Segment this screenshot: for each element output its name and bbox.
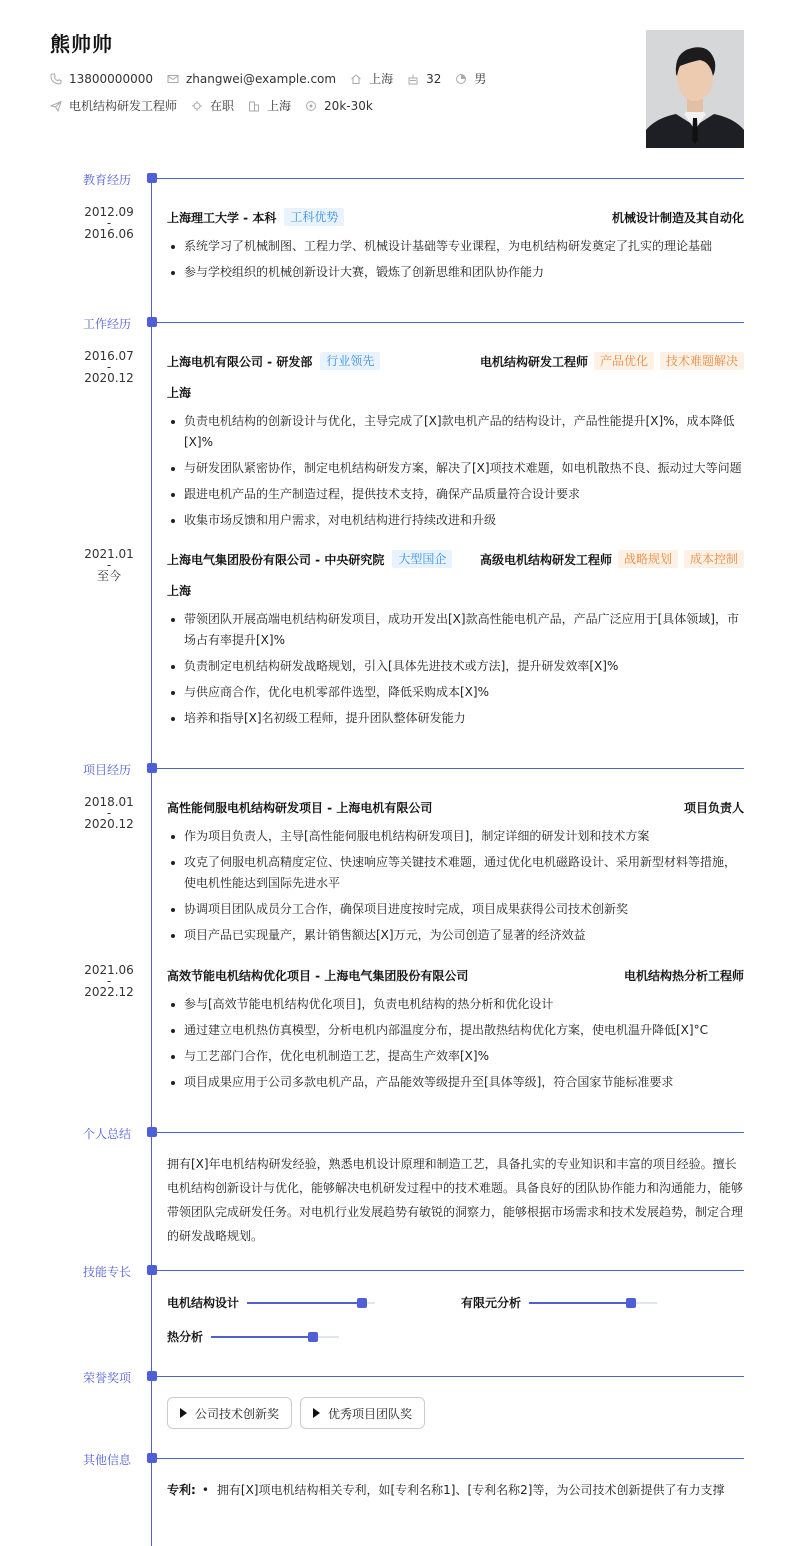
target-city-text: 上海 <box>267 99 292 113</box>
status-item <box>191 97 234 114</box>
list-item: 与工艺部门合作，优化电机制造工艺，提高生产效率[X]% <box>167 1046 744 1067</box>
phone-item <box>50 72 153 86</box>
award-chip[interactable] <box>167 1397 292 1429</box>
school-tag: 工科优势 <box>284 208 344 226</box>
company-tag: 大型国企 <box>392 550 452 568</box>
email-item <box>167 72 336 86</box>
age-item <box>407 72 441 86</box>
project-bullets <box>167 994 744 1098</box>
work-head <box>167 352 744 370</box>
resume-name: 熊帅帅 <box>50 32 113 56</box>
work-date: 2021.01 - 至今 <box>84 547 134 583</box>
project-role: 项目负责人 <box>683 800 744 815</box>
project-head <box>167 798 744 816</box>
other-bullet: • <box>201 1483 209 1497</box>
skill-name: 电机结构设计 <box>167 1296 240 1310</box>
company-name: 上海电机有限公司 - 研发部 <box>167 354 313 369</box>
timeline-line <box>151 178 152 1546</box>
list-item: 项目成果应用于公司多款电机产品，产品能效等级提升至[具体等级]，符合国家节能标准要求 <box>167 1072 744 1093</box>
section-divider <box>157 178 744 179</box>
section-marker <box>147 1265 157 1275</box>
skill-name: 有限元分析 <box>461 1296 522 1310</box>
list-item: 作为项目负责人，主导[高性能伺服电机结构研发项目]，制定详细的研发计划和技术方案 <box>167 826 744 847</box>
job-row <box>50 97 387 114</box>
skill-name: 热分析 <box>167 1330 204 1344</box>
work-location: 上海 <box>167 584 192 598</box>
section-title-awards: 荣誉奖项 <box>83 1371 132 1385</box>
skill-tag: 技术难题解决 <box>660 352 744 370</box>
play-icon <box>313 1408 320 1418</box>
section-title-other: 其他信息 <box>83 1453 132 1467</box>
email-text: zhangwei@example.com <box>185 71 337 86</box>
project-name: 高性能伺服电机结构研发项目 - 上海电机有限公司 <box>167 800 433 815</box>
section-divider <box>157 322 744 323</box>
play-icon <box>180 1408 187 1418</box>
section-marker <box>147 763 157 773</box>
list-item: 系统学习了机械制图、工程力学、机械设计基础等专业课程，为电机结构研发奠定了扎实的理论基础 <box>167 236 744 257</box>
section-marker <box>147 1371 157 1381</box>
skill-item <box>167 1294 375 1311</box>
list-item: 带领团队开展高端电机结构研发项目，成功开发出[X]款高性能电机产品，产品广泛应用于[具体领域]，市场占有率提升[X]% <box>167 609 744 651</box>
work-bullets <box>167 411 744 536</box>
salary-text: 20k-30k <box>324 98 373 113</box>
section-marker <box>147 1453 157 1463</box>
section-marker <box>147 317 157 327</box>
work-date: 2016.07 - 2020.12 <box>84 349 134 385</box>
award-chip[interactable] <box>300 1397 425 1429</box>
other-label: 专利: <box>167 1483 196 1497</box>
list-item: 项目产品已实现量产，累计销售额达[X]万元，为公司创造了显著的经济效益 <box>167 925 744 946</box>
section-title-projects: 项目经历 <box>83 763 132 777</box>
other-text: 拥有[X]项电机结构相关专利，如[专利名称1]、[专利名称2]等，为公司技术创新提供了有力支撑 <box>216 1483 725 1497</box>
skill-bar <box>247 1302 375 1304</box>
salary-icon <box>305 100 317 112</box>
status-text: 在职 <box>210 99 235 113</box>
list-item: 参与[高效节能电机结构优化项目]，负责电机结构的热分析和优化设计 <box>167 994 744 1015</box>
city-text: 上海 <box>369 72 394 86</box>
summary-text: 拥有[X]年电机结构研发经验，熟悉电机设计原理和制造工艺，具备扎实的专业知识和丰富的项目经验。擅长电机结构创新设计与优化，能够解决电机研发过程中的技术难题。具备良好的团队协作能力和沟通能力，能够带领团队完成研发任务。对电机行业发展趋势有敏锐的洞察力，能够根据市场需求和技术发展趋势，制定合理的研发战略规划。 <box>167 1157 744 1243</box>
job-item <box>50 97 177 114</box>
list-item: 与研发团队紧密协作，制定电机结构研发方案，解决了[X]项技术难题，如电机散热不良、振动过大等问题 <box>167 458 744 479</box>
project-date: 2018.01 - 2020.12 <box>84 795 134 831</box>
skill-bar <box>211 1336 339 1338</box>
profile-photo <box>646 30 744 148</box>
phone-icon <box>50 73 62 85</box>
status-icon <box>191 100 203 112</box>
project-date: 2021.06 - 2022.12 <box>84 963 134 999</box>
skill-tag: 战略规划 <box>618 550 678 568</box>
project-name: 高效节能电机结构优化项目 - 上海电气集团股份有限公司 <box>167 968 469 983</box>
send-icon <box>50 100 62 112</box>
age-icon <box>407 73 419 85</box>
salary-item <box>305 99 373 113</box>
mail-icon <box>167 73 179 85</box>
gender-text: 男 <box>474 72 487 86</box>
work-location: 上海 <box>167 386 192 400</box>
list-item: 培养和指导[X]名初级工程师，提升团队整体研发能力 <box>167 708 744 729</box>
job-text: 电机结构研发工程师 <box>69 99 178 113</box>
section-marker <box>147 173 157 183</box>
job-role: 电机结构研发工程师 <box>479 354 588 369</box>
list-item: 收集市场反馈和用户需求，对电机结构进行持续改进和升级 <box>167 510 744 531</box>
edu-date: 2012.09 - 2016.06 <box>84 205 134 241</box>
list-item: 协调项目团队成员分工合作，确保项目进度按时完成，项目成果获得公司技术创新奖 <box>167 899 744 920</box>
skill-tag: 产品优化 <box>594 352 654 370</box>
company-tag: 行业领先 <box>320 352 380 370</box>
project-head <box>167 966 744 984</box>
city-item <box>350 70 393 87</box>
edu-head <box>167 208 744 226</box>
project-role: 电机结构热分析工程师 <box>623 968 744 983</box>
list-item: 负责制定电机结构研发战略规划，引入[具体先进技术或方法]，提升研发效率[X]% <box>167 656 744 677</box>
target-city-item <box>248 97 291 114</box>
list-item: 攻克了伺服电机高精度定位、快速响应等关键技术难题，通过优化电机磁路设计、采用新型材料等措施，使电机性能达到国际先进水平 <box>167 852 744 894</box>
skill-bar <box>529 1302 657 1304</box>
gender-icon <box>455 73 467 85</box>
list-item: 与供应商合作，优化电机零部件选型，降低采购成本[X]% <box>167 682 744 703</box>
work-head <box>167 550 744 568</box>
company-name: 上海电气集团股份有限公司 - 中央研究院 <box>167 552 385 567</box>
section-divider <box>157 1376 744 1377</box>
section-title-summary: 个人总结 <box>83 1127 132 1141</box>
award-label: 公司技术创新奖 <box>195 1406 280 1421</box>
section-divider <box>157 768 744 769</box>
school-name: 上海理工大学 - 本科 <box>167 210 277 225</box>
work-bullets <box>167 609 744 734</box>
phone-text: 13800000000 <box>69 71 153 86</box>
skill-item <box>461 1294 657 1311</box>
list-item: 跟进电机产品的生产制造过程，提供技术支持，确保产品质量符合设计要求 <box>167 484 744 505</box>
section-divider <box>157 1458 744 1459</box>
skill-item <box>167 1328 339 1345</box>
list-item: 参与学校组织的机械创新设计大赛，锻炼了创新思维和团队协作能力 <box>167 262 744 283</box>
section-divider <box>157 1132 744 1133</box>
list-item: 负责电机结构的创新设计与优化，主导完成了[X]款电机产品的结构设计，产品性能提升[X]%，成本降低[X]% <box>167 411 744 453</box>
list-item: 通过建立电机热仿真模型，分析电机内部温度分布，提出散热结构优化方案，使电机温升降低[X]°C <box>167 1020 744 1041</box>
other-info <box>167 1480 724 1500</box>
skill-tag: 成本控制 <box>684 550 744 568</box>
project-bullets <box>167 826 744 951</box>
award-label: 优秀项目团队奖 <box>328 1406 413 1421</box>
building-icon <box>248 100 260 112</box>
gender-item <box>455 70 486 87</box>
section-title-skills: 技能专长 <box>83 1265 132 1279</box>
section-title-work: 工作经历 <box>83 317 132 331</box>
major: 机械设计制造及其自动化 <box>611 210 744 225</box>
section-marker <box>147 1127 157 1137</box>
age-text: 32 <box>426 71 442 86</box>
section-title-education: 教育经历 <box>83 173 132 187</box>
location-icon <box>350 73 362 85</box>
contact-row <box>50 70 500 87</box>
section-divider <box>157 1270 744 1271</box>
job-role: 高级电机结构研发工程师 <box>479 552 612 567</box>
edu-bullets <box>167 236 744 288</box>
